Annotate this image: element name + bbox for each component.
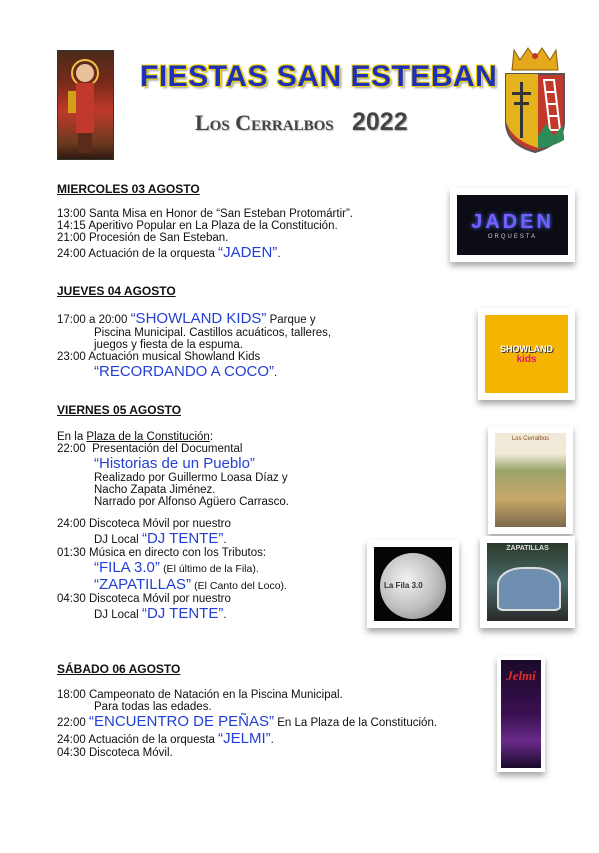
showland-kids-image (478, 308, 575, 400)
friday-schedule (57, 431, 289, 622)
day-heading-wednesday: MIERCOLES 03 AGOSTO (57, 182, 200, 196)
list-item: 24:00 Actuación de la orquesta “JELMI”. (57, 730, 274, 747)
day-heading-saturday: SÁBADO 06 AGOSTO (57, 662, 181, 676)
list-item: 17:00 a 20:00 “SHOWLAND KIDS” Parque y (57, 310, 316, 327)
list-item: 04:30 Discoteca Móvil por nuestro (57, 593, 231, 605)
list-item: Para todas las edades. (94, 701, 212, 713)
list-item: 14:15 Aperitivo Popular en La Plaza de la Constitución. (57, 220, 338, 232)
list-item: 21:00 Procesión de San Esteban. (57, 232, 229, 244)
list-item: DJ Local “DJ TENTE”. (94, 605, 227, 622)
fila-image (367, 540, 459, 628)
page-title: FIESTAS SAN ESTEBAN (140, 60, 498, 93)
wednesday-schedule (57, 208, 353, 261)
coat-of-arms-icon (500, 44, 570, 156)
zapatillas-image (480, 536, 575, 628)
zapatillas-label: ZAPATILLAS (506, 545, 549, 552)
list-item: DJ Local “DJ TENTE”. (94, 530, 227, 547)
showland-kids-label: kids (516, 353, 537, 365)
day-heading-thursday: JUEVES 04 AGOSTO (57, 284, 176, 298)
list-item: 24:00 Discoteca Móvil por nuestro (57, 518, 231, 530)
list-item: 04:30 Discoteca Móvil. (57, 747, 173, 759)
list-item: 13:00 Santa Misa en Honor de “San Esteban Protomártir”. (57, 208, 353, 220)
list-item: 24:00 Actuación de la orquesta “JADEN”. (57, 244, 281, 261)
jaden-logo: JADEN (471, 210, 554, 233)
list-item: Nacho Zapata Jiménez. (94, 484, 216, 496)
jelmi-logo: Jelmi (506, 668, 536, 683)
sneakers-icon (497, 567, 561, 611)
list-item: Narrado por Alfonso Agüero Carrasco. (94, 496, 289, 508)
list-item: “ZAPATILLAS” (El Canto del Loco). (94, 576, 287, 593)
saturday-schedule (57, 689, 437, 759)
jaden-image (450, 188, 575, 262)
list-item: En la Plaza de la Constitución: (57, 431, 214, 443)
list-item: Piscina Municipal. Castillos acuáticos, talleres, (94, 327, 332, 339)
list-item: “Historias de un Pueblo” (94, 455, 255, 472)
list-item: 01:30 Música en directo con los Tributos: (57, 547, 267, 559)
documentary-poster-image (488, 426, 573, 534)
list-item: juegos y fiesta de la espuma. (94, 339, 243, 351)
list-item: 22:00 “ENCUENTRO DE PEÑAS” En La Plaza de la Constitución. (57, 713, 438, 730)
jelmi-image (497, 656, 545, 772)
list-item: 22:00 Presentación del Documental (57, 443, 243, 455)
page-subtitle: Los Cerralbos (195, 110, 334, 135)
showland-logo: SHOWLAND (500, 343, 553, 354)
list-item: “RECORDANDO A COCO”. (94, 363, 278, 380)
list-item: 18:00 Campeonato de Natación en la Piscina Municipal. (57, 689, 343, 701)
thursday-schedule (57, 310, 331, 380)
saint-image (57, 50, 114, 160)
list-item: 23:00 Actuación musical Showland Kids (57, 351, 261, 363)
poster-title: Los Cerralbos (511, 436, 550, 442)
list-item: “FILA 3.0” (El último de la Fila). (94, 559, 259, 576)
fila-label: La Fila 3.0 (384, 581, 423, 590)
day-heading-friday: VIERNES 05 AGOSTO (57, 403, 182, 417)
list-item: Realizado por Guillermo Loasa Díaz y (94, 472, 288, 484)
jaden-subtitle: ORQUESTA (487, 233, 538, 240)
page-year: 2022 (352, 108, 408, 136)
saint-figure-icon (58, 51, 113, 159)
